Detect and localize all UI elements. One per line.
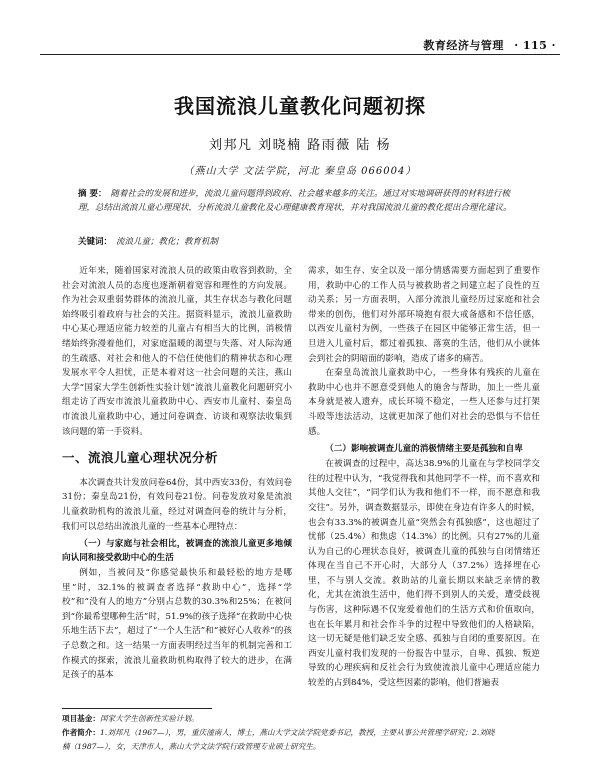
author-text-1: 1.刘邦凡（1967—），男，重庆潼南人，博士，燕山大学文法学院党委书记，教授，主要从事公共管理学研究；2.刘晓 bbox=[99, 728, 495, 737]
subsection-title-1: （一）与家庭与社会相比，被调查的流浪儿童更多地倾向认同和接受救助中心的生活 bbox=[62, 539, 292, 564]
abstract-text: 随着社会的发展和进步，流浪儿童问题得到政府、社会越来越多的关注。通过对实地调研获得的材料进行梳理，总结出流浪儿童心理现状，分析流浪儿童教化及心理健康教育现状，并对我国流浪儿童的教化提出合理化建议。 bbox=[78, 189, 512, 213]
journal-name: 教育经济与管理 bbox=[423, 39, 504, 52]
subsection2-paragraph: 在被调查的过程中，高达38.9%的儿童在与学校同学交往的过程中认为，“我觉得我和其他同学不一样，而不喜欢和其他人交往”，“同学们认为我和他们不一样，而不愿意和我交往”。另外，调查数据显示，即使在身边有许多人的时候，也会有33.3%的被调查儿童“突然会有孤独感”，这也超过了忧郁（25.4%）和焦虑（14.3%）的比例。只有27%的儿童认为自己的心理状态良好，被调查儿童的孤独与自闭情绪还体现在当自己不开心时，大部分人（37.2%）选择埋在心里，不与别人交流。救助站的儿童长期以来缺乏亲情的教化，尤其在流浪生活中，他们得不到别人的关爱，遭受歧视与伤害，这种际遇不仅宠爱着他们的生活方式和价值取向，也在长年累月和社会作斗争的过程中导致他们的人格缺陷，这一切无疑是他们缺乏安全感、孤独与自闭的重要原因。在西安儿童村我们发现的一份报告中显示，自卑、孤独、叛逆导致的心理疾病和反社会行为致使流浪儿童中心理适应能力较差的占到84%，受这些因素的影响，他们普遍表 bbox=[308, 459, 540, 689]
left-column bbox=[62, 264, 292, 683]
continued-paragraph: 需求，如生存、安全以及一部分情感需要方面起到了重要作用，救助中心的工作人员与被救助者之间建立起了良性的互动关系；另一方面表明，入部分流浪儿童经历过家庭和社会带来的创伤，他们对外部环境抱有很大戒备感和不信任感，以西安儿童村为例，一些孩子在园区中能够正常生活，但一旦进入儿童村后，都过着孤独、落寞的生活，他们从小就体会到社会的阴暗面的影响，造成了诸多的痛苦。 bbox=[308, 266, 540, 364]
footnote bbox=[62, 712, 552, 754]
abstract bbox=[78, 187, 518, 215]
keywords bbox=[78, 235, 518, 249]
footnote-rule bbox=[62, 708, 212, 709]
abstract-label: 摘 要： bbox=[78, 189, 107, 199]
intro-paragraph: 近年来，随着国家对流浪人员的政策由收容到救助，全社会对流浪人员的态度也逐渐朝着宽容和理性的方向发展。作为社会双重弱势群体的流浪儿童，其生存状态与教化问题始终吸引着政府与社会的关注。据资料显示，流浪儿童救助中心某心理适应能力较差的儿童占有相当大的比例，消极情绪始终弥漫着他们，对家庭温暖的渴望与失落、对人际沟通的生疏感、对社会和他人的不信任使他们的精神状态和心理发展水平令人担忧，正是本着对这一社会问题的关注，燕山大学“国家大学生创新性实验计划”流浪儿童教化问题研究小组走访了西安市流浪儿童救助中心、西安市儿童村、秦皇岛市流浪儿童救助中心，通过问卷调查、访谈和观察法收集到该问题的第一手资料。 bbox=[62, 266, 292, 437]
subsection1-paragraph: 例如，当被问及“你感觉最快乐和最轻松的地方是哪里”时，32.1%的被调查者选择“救助中心”，选择“学校”和“没有人的地方”分别占总数的30.3%和25%；在被问到“你最希望哪种生活”时，51.9%的孩子选择“在救助中心快乐地生活下去”，超过了“一个人生活”和“被好心人收养”的孩子总数之和。这一结果一方面表明经过当年的机制完善和工作模式的探索，流浪儿童救助机构取得了较大的进步，在满足孩子的基本 bbox=[62, 568, 292, 681]
subsection-title-2: （二）影响被调查儿童的消极情绪主要是孤独和自卑 bbox=[325, 444, 523, 455]
paper-authors: 刘邦凡 刘晓楠 路雨薇 陆 杨 bbox=[208, 138, 392, 153]
fund-line bbox=[62, 712, 552, 726]
section-title-1: 一、流浪儿童心理状况分析 bbox=[62, 450, 219, 466]
header-rule bbox=[40, 54, 560, 55]
author-label: 作者简介： bbox=[62, 728, 100, 737]
running-header bbox=[423, 37, 556, 53]
section1-paragraph: 本次调查共计发放问卷64份，其中西安33份，有效问卷31份；秦皇岛21份，有效问卷21份。问卷发放对象是流浪儿童救助机构的流浪儿童，经过对调查问卷的统计与分析，我们可以总结出流浪儿童的一些基本心理特点： bbox=[62, 477, 292, 532]
right-paragraph-2: 在秦皇岛流浪儿童救助中心，一些身体有残疾的儿童在救助中心也并不愿意受到他人的施舍与帮助，加上一些儿童本身就是被人遗弃，成长环境不稳定，一些人还参与过打架斗殴等违法活动，这就更加深了他们对社会的恐惧与不信任感。 bbox=[308, 368, 540, 437]
right-column bbox=[308, 264, 540, 691]
keywords-label: 关键词： bbox=[78, 237, 113, 247]
fund-label: 项目基金： bbox=[62, 714, 100, 723]
keywords-text: 流浪儿童；教化；教育机制 bbox=[116, 237, 219, 247]
fund-text: 国家大学生创新性实验计划。 bbox=[99, 714, 199, 723]
paper-title: 我国流浪儿童教化问题初探 bbox=[174, 94, 426, 118]
author-line-2: 楠（1987—），女，天津市人，燕山大学文法学院行政管理专业硕士研究生。 bbox=[62, 742, 321, 751]
paper-affiliation: （燕山大学 文法学院，河北 秦皇岛 066004） bbox=[183, 166, 417, 177]
author-line-1 bbox=[62, 726, 552, 740]
page-number: · 115 · bbox=[514, 39, 556, 52]
